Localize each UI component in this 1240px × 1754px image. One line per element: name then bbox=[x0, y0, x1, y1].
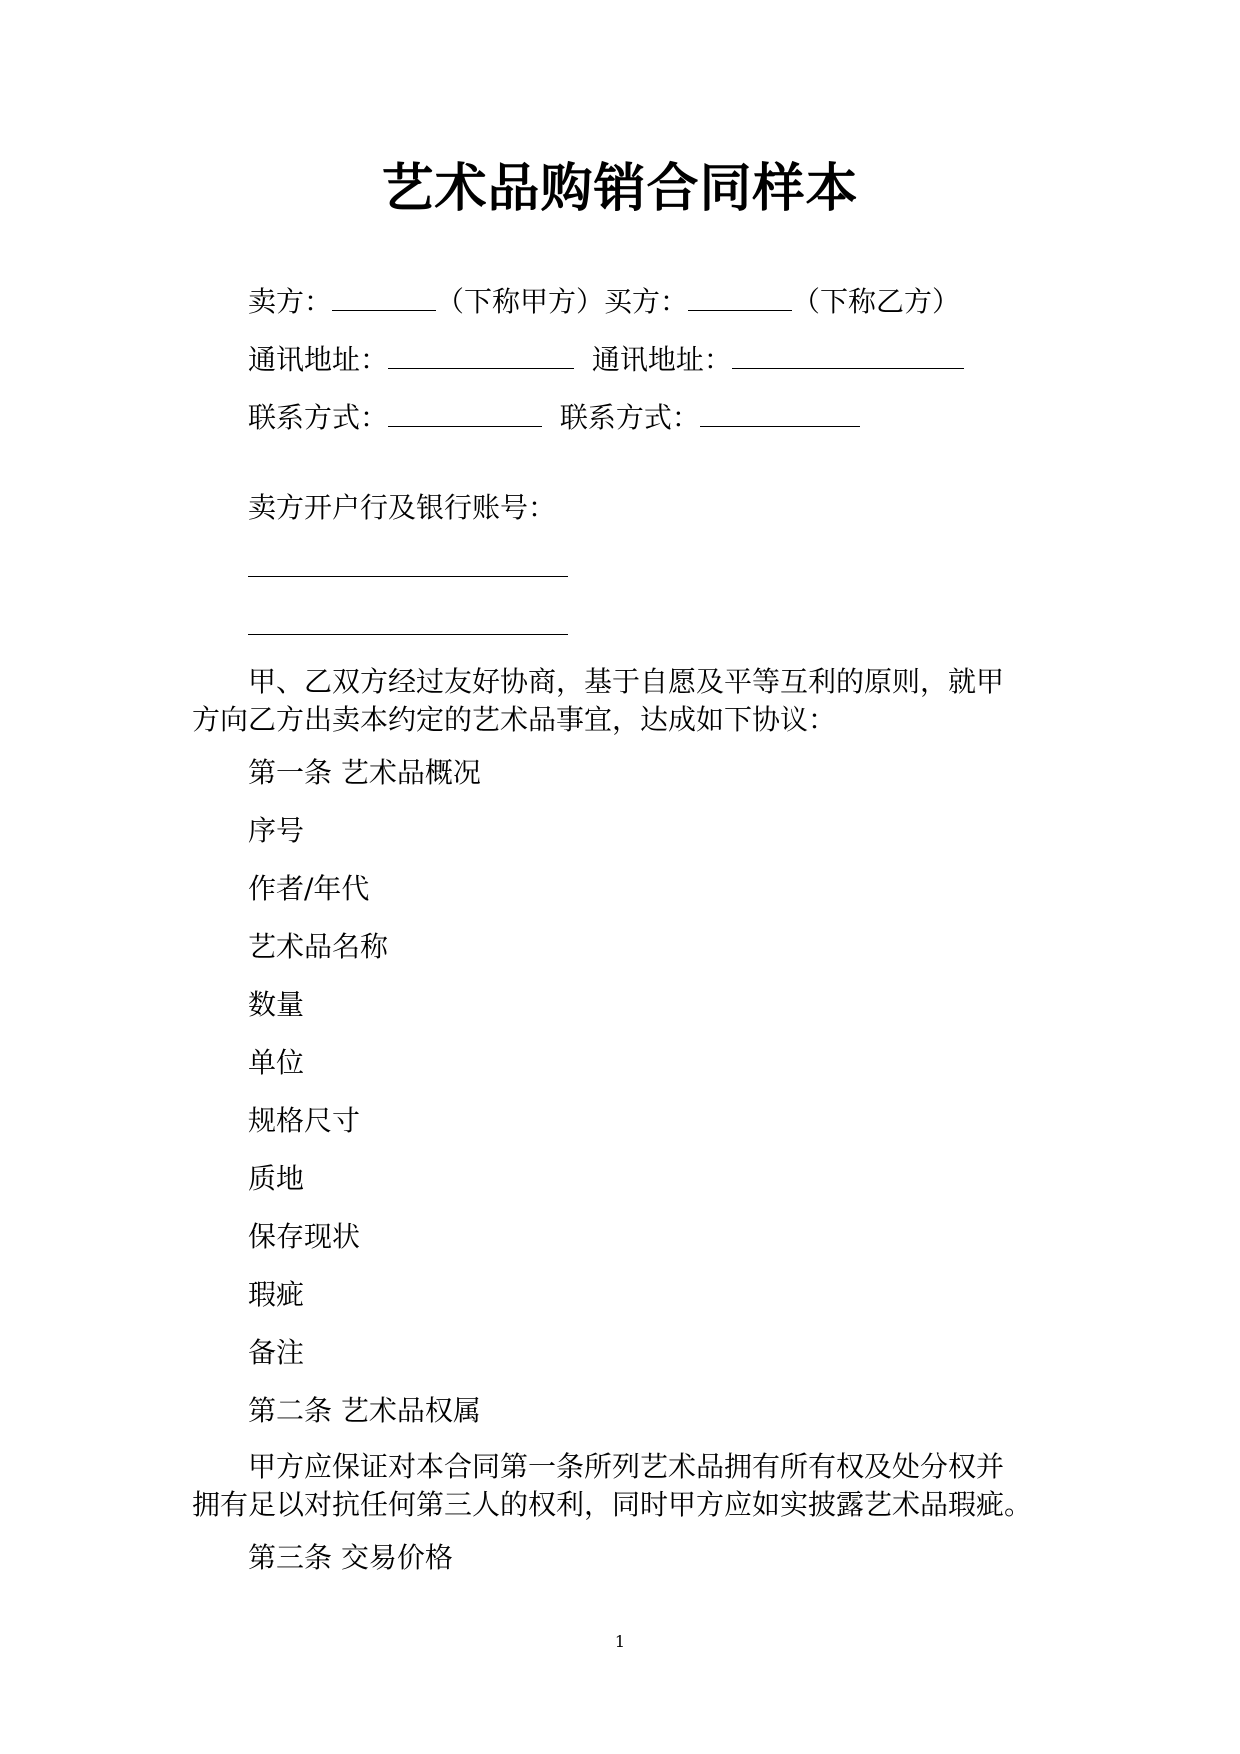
buyer-label: 买方： bbox=[604, 285, 689, 318]
field-quantity: 数量 bbox=[248, 988, 305, 1021]
seller-contact-blank[interactable] bbox=[388, 396, 542, 427]
seller-address-blank[interactable] bbox=[388, 338, 574, 369]
field-unit: 单位 bbox=[248, 1046, 305, 1079]
bank-blank-line-1[interactable] bbox=[248, 576, 568, 577]
page-number: 1 bbox=[614, 1632, 626, 1651]
document-title: 艺术品购销合同样本 bbox=[381, 159, 859, 219]
contact-row bbox=[248, 396, 860, 436]
seller-address-label: 通讯地址： bbox=[248, 343, 389, 376]
article2-line-1: 甲方应保证对本合同第一条所列艺术品拥有所有权及处分权并 bbox=[248, 1450, 1005, 1483]
buyer-address-label: 通讯地址： bbox=[591, 343, 732, 376]
bank-label: 卖方开户行及银行账号： bbox=[248, 491, 557, 524]
buyer-name-blank[interactable] bbox=[688, 280, 792, 311]
buyer-contact-label: 联系方式： bbox=[559, 401, 700, 434]
seller-note: （下称甲方） bbox=[436, 285, 605, 318]
buyer-address-blank[interactable] bbox=[732, 338, 964, 369]
field-defects: 瑕疵 bbox=[248, 1278, 305, 1311]
seller-contact-label: 联系方式： bbox=[248, 401, 389, 434]
field-author-era: 作者/年代 bbox=[248, 872, 370, 905]
article3-heading: 第三条 交易价格 bbox=[248, 1541, 453, 1574]
article2-paragraph bbox=[192, 1448, 1052, 1524]
intro-line-2: 方向乙方出卖本约定的艺术品事宜，达成如下协议： bbox=[192, 703, 837, 736]
buyer-contact-blank[interactable] bbox=[700, 396, 860, 427]
intro-paragraph bbox=[192, 663, 1052, 739]
field-remarks: 备注 bbox=[248, 1336, 305, 1369]
article2-heading: 第二条 艺术品权属 bbox=[248, 1394, 481, 1427]
article2-line-2: 拥有足以对抗任何第三人的权利，同时甲方应如实披露艺术品瑕疵。 bbox=[192, 1488, 1033, 1521]
field-condition: 保存现状 bbox=[248, 1220, 361, 1253]
seller-label: 卖方： bbox=[248, 285, 333, 318]
address-row bbox=[248, 338, 964, 378]
intro-line-1: 甲、乙双方经过友好协商，基于自愿及平等互利的原则，就甲 bbox=[248, 665, 1005, 698]
article1-heading: 第一条 艺术品概况 bbox=[248, 756, 481, 789]
field-material: 质地 bbox=[248, 1162, 305, 1195]
party-row bbox=[248, 280, 960, 320]
field-serial-number: 序号 bbox=[248, 814, 305, 847]
bank-blank-line-2[interactable] bbox=[248, 634, 568, 635]
buyer-note: （下称乙方） bbox=[792, 285, 961, 318]
seller-name-blank[interactable] bbox=[332, 280, 436, 311]
field-dimensions: 规格尺寸 bbox=[248, 1104, 361, 1137]
field-artwork-name: 艺术品名称 bbox=[248, 930, 389, 963]
